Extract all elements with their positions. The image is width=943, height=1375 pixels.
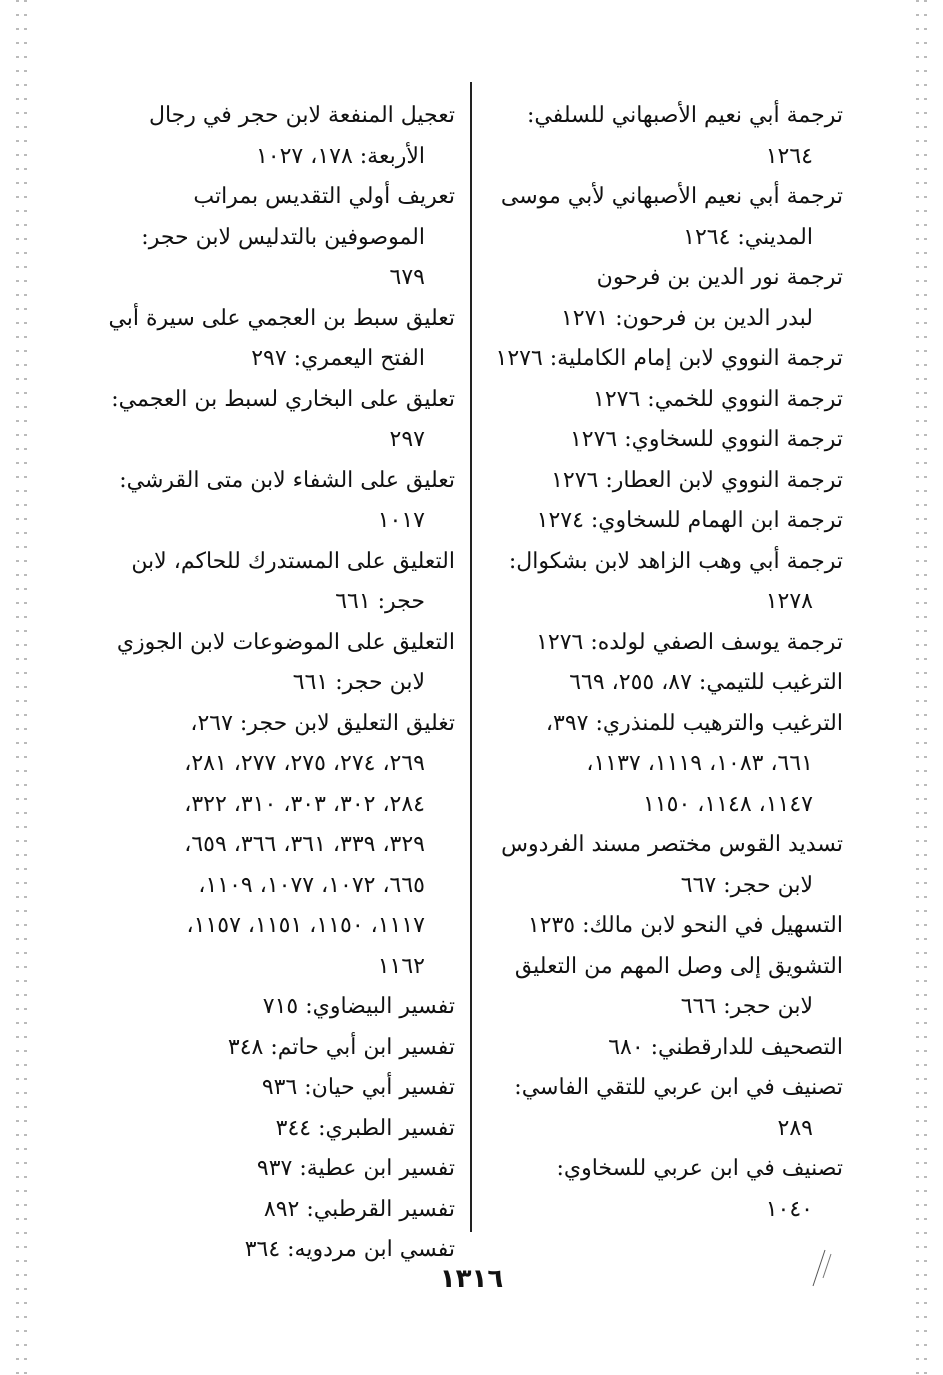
index-entry: [95, 380, 455, 461]
index-entry: [463, 420, 843, 461]
index-entry: [95, 1190, 455, 1231]
entry-continuation: لابن حجر: ٦٦١: [292, 670, 425, 695]
entry-continuation: ٦٦١، ١٠٨٣، ١١١٩، ١١٣٧،: [586, 751, 813, 776]
entry-continuation: ٢٩٧: [389, 427, 425, 452]
entry-continuation: ١٢٦٤: [765, 143, 813, 169]
entry-title: التصحيف للدارقطني: ٦٨٠: [608, 1034, 843, 1060]
margin-dots-right-inner: [916, 0, 919, 1375]
entry-title: تعليق سبط بن العجمي على سيرة أبي: [108, 305, 455, 331]
index-entry: [463, 542, 843, 623]
entry-title: تفسي ابن مردويه: ٣٦٤: [244, 1237, 455, 1262]
index-entry: [95, 1068, 455, 1109]
margin-dots-right: [924, 0, 927, 1375]
entry-continuation: ١١٦٢: [377, 953, 425, 979]
entry-continuation: ١١١٧، ١١٥٠، ١١٥١، ١١٥٧،: [186, 913, 425, 938]
entry-title: ترجمة نور الدين بن فرحون: [596, 265, 843, 290]
index-entry: [95, 1109, 455, 1150]
entry-continuation: ١١٤٧، ١١٤٨، ١١٥٠: [643, 791, 813, 817]
entry-continuation: لبدر الدين بن فرحون: ١٢٧١: [560, 305, 813, 331]
entry-title: تفسير أبي حيان: ٩٣٦: [261, 1075, 455, 1100]
entry-continuation: ١٠١٧: [377, 508, 425, 533]
entry-title: التعليق على الموضوعات لابن الجوزي: [116, 629, 455, 655]
entry-title: التسهيل في النحو لابن مالك: ١٢٣٥: [527, 913, 843, 938]
index-entry: [463, 663, 843, 704]
index-entry: [463, 1028, 843, 1069]
index-entry: [95, 177, 455, 299]
entry-continuation: لابن حجر: ٦٦٦: [680, 994, 813, 1019]
entry-continuation: ٢٨٤، ٣٠٢، ٣٠٣، ٣١٠، ٣٢٢،: [184, 791, 425, 817]
entry-title: ترجمة يوسف الصفي لولده: ١٢٧٦: [536, 629, 843, 655]
column-divider: [470, 82, 472, 1232]
entry-continuation: لابن حجر: ٦٦٧: [680, 872, 813, 898]
entry-title: الترغيب للتيمي: ٨٧، ٢٥٥، ٦٦٩: [569, 670, 843, 695]
entry-title: ترجمة أبي نعيم الأصبهاني للسلفي:: [527, 103, 843, 128]
index-column-right: [463, 96, 843, 1230]
entry-title: ترجمة أبي وهب الزاهد لابن بشكوال:: [508, 548, 843, 574]
entry-title: تفسير ابن عطية: ٩٣٧: [256, 1156, 455, 1181]
index-entry: [463, 339, 843, 380]
index-entry: [95, 1028, 455, 1069]
entry-continuation: ٦٧٩: [389, 265, 425, 290]
entry-title: تعريف أولي التقديس بمراتب: [193, 184, 455, 209]
entry-title: تعليق على الشفاء لابن متى القرشي:: [119, 467, 455, 493]
index-entry: [463, 96, 843, 177]
entry-title: تفسير الطبري: ٣٤٤: [275, 1115, 455, 1141]
index-entry: [463, 177, 843, 258]
entry-title: تفسير القرطبي: ٨٩٢: [263, 1196, 455, 1222]
entry-title: ترجمة ابن الهمام للسخاوي: ١٢٧٤: [536, 508, 843, 533]
index-column-left: [95, 96, 455, 1271]
entry-continuation: ٢٨٩: [777, 1115, 813, 1141]
index-entry: [463, 461, 843, 502]
margin-dots-left: [16, 0, 19, 1375]
index-entry: [463, 501, 843, 542]
entry-continuation: ١٢٧٨: [765, 589, 813, 614]
index-entry: [95, 1149, 455, 1190]
entry-title: تصنيف في ابن عربي للسخاوي:: [556, 1156, 843, 1181]
entry-continuation: ٢٦٩، ٢٧٤، ٢٧٥، ٢٧٧، ٢٨١،: [184, 751, 425, 776]
index-entry: [463, 947, 843, 1028]
index-entry: [463, 825, 843, 906]
entry-title: الترغيب والترهيب للمنذري: ٣٩٧،: [545, 710, 843, 736]
index-entry: [463, 1149, 843, 1230]
entry-title: ترجمة النووي للسخاوي: ١٢٧٦: [569, 427, 843, 452]
entry-title: ترجمة النووي للخمي: ١٢٧٦: [593, 386, 843, 412]
entry-title: تصنيف في ابن عربي للتقي الفاسي:: [514, 1075, 843, 1100]
margin-dots-left-inner: [24, 0, 27, 1375]
entry-title: ترجمة النووي لابن العطار: ١٢٧٦: [551, 467, 843, 493]
index-entry: [463, 704, 843, 826]
entry-title: تعجيل المنفعة لابن حجر في رجال: [148, 103, 455, 128]
entry-continuation: ١٠٤٠: [765, 1196, 813, 1222]
index-entry: [95, 623, 455, 704]
entry-continuation: الموصوفين بالتدليس لابن حجر:: [141, 224, 425, 250]
index-entry: [95, 704, 455, 988]
entry-title: تفسير ابن أبي حاتم: ٣٤٨: [227, 1034, 455, 1060]
entry-title: ترجمة أبي نعيم الأصبهاني لأبي موسى: [500, 184, 843, 209]
entry-continuation: حجر: ٦٦١: [335, 589, 425, 614]
index-entry: [463, 258, 843, 339]
index-entry: [95, 987, 455, 1028]
index-entry: [463, 623, 843, 664]
index-entry: [95, 96, 455, 177]
entry-continuation: ٦٦٥، ١٠٧٢، ١٠٧٧، ١١٠٩،: [198, 872, 425, 898]
pen-mark: [803, 1248, 833, 1288]
entry-continuation: الأربعة: ١٧٨، ١٠٢٧: [255, 143, 425, 169]
entry-title: التشويق إلى وصل المهم من التعليق: [514, 953, 843, 979]
index-entry: [463, 1068, 843, 1149]
entry-title: تفسير البيضاوي: ٧١٥: [262, 994, 455, 1019]
entry-continuation: الفتح اليعمري: ٢٩٧: [251, 346, 425, 371]
index-entry: [463, 906, 843, 947]
entry-continuation: المديني: ١٢٦٤: [683, 224, 813, 250]
entry-title: التعليق على المستدرك للحاكم، لابن: [131, 548, 455, 574]
index-entry: [95, 461, 455, 542]
entry-continuation: ٣٢٩، ٣٣٩، ٣٦١، ٣٦٦، ٦٥٩،: [184, 832, 425, 857]
page-number: ١٣١٦: [439, 1264, 504, 1294]
entry-title: تغليق التعليق لابن حجر: ٢٦٧،: [190, 710, 455, 736]
index-entry: [95, 542, 455, 623]
entry-title: تسديد القوس مختصر مسند الفردوس: [501, 832, 843, 857]
entry-title: تعليق على البخاري لسبط بن العجمي:: [111, 386, 455, 412]
index-entry: [95, 299, 455, 380]
entry-title: ترجمة النووي لابن إمام الكاملية: ١٢٧٦: [495, 346, 843, 371]
index-entry: [463, 380, 843, 421]
